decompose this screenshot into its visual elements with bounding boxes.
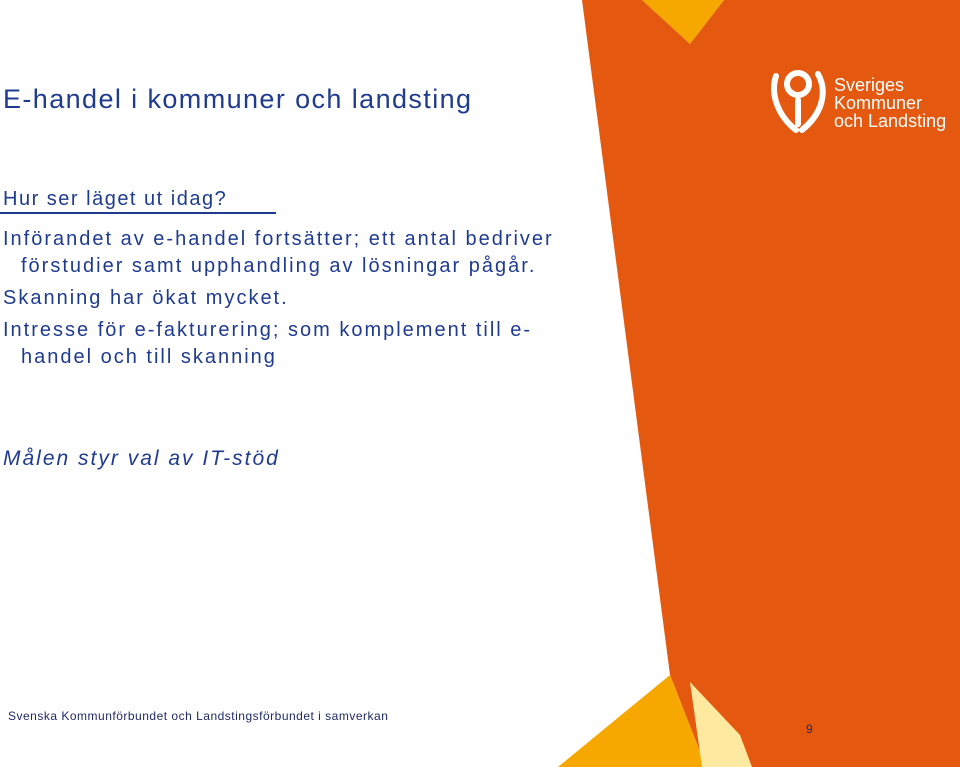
page-number: 9 — [806, 722, 813, 736]
logo-line: Kommuner — [834, 93, 923, 113]
logo-wordmark — [834, 76, 946, 130]
bullet-item: Införandet av e-handel fortsätter; ett antal bedriver förstudier samt upphandling av lösningar pågår. — [3, 228, 554, 277]
bullet-item: Intresse för e-fakturering; som komplement till e-handel och till skanning — [3, 319, 533, 368]
footer-text: Svenska Kommunförbundet och Landstingsförbundet i samverkan — [8, 709, 389, 723]
subtitle-underline — [0, 212, 276, 214]
bullet-item: Skanning har ökat mycket. — [3, 287, 289, 309]
goal-statement: Målen styr val av IT-stöd — [3, 447, 280, 470]
slide-title: E-handel i kommuner och landsting — [3, 84, 473, 114]
subtitle: Hur ser läget ut idag? — [3, 188, 228, 210]
figure-logo-icon — [768, 64, 830, 136]
logo-line: och Landsting — [834, 111, 947, 131]
logo-line: Sveriges — [834, 75, 905, 95]
skl-logo — [768, 64, 948, 136]
bullet-list — [3, 226, 583, 376]
